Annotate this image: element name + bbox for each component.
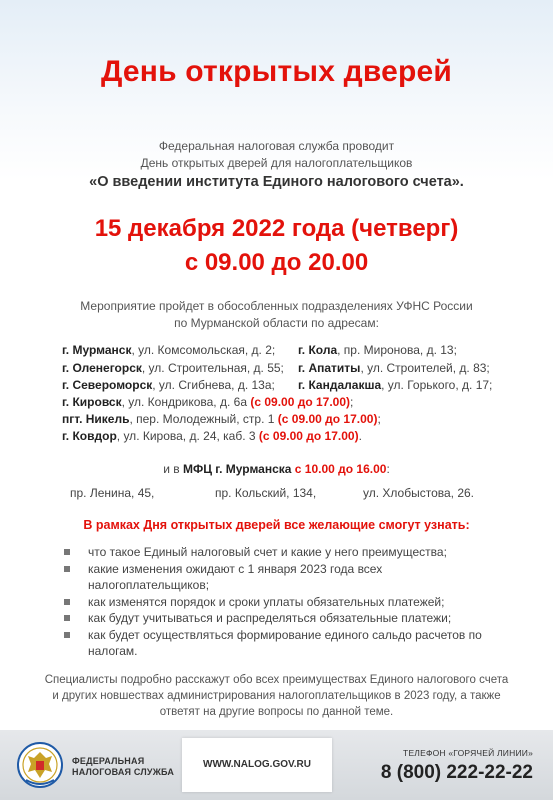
list-item: [60, 544, 510, 561]
event-hours: с 09.00 до 20.00: [184, 249, 369, 276]
venue-intro-line-1: Мероприятие пройдет в обособленных подразделениях УФНС России: [80, 299, 473, 313]
list-item: [60, 627, 510, 660]
city-name: г. Кола: [298, 343, 338, 357]
street: , пер. Молодежный, стр. 1: [129, 412, 278, 426]
mfc-address-1: пр. Ленина, 45,: [70, 486, 155, 500]
list-item-text: какие изменения ожидают с 1 января 2023 года всех: [88, 561, 383, 576]
bullet-icon: [64, 549, 70, 555]
hours-note: (с 09.00 до 17.00): [277, 412, 378, 426]
mfc-name: МФЦ г. Мурманска: [182, 462, 292, 476]
event-date-block: [0, 212, 553, 280]
org-name-line-2: НАЛОГОВАЯ СЛУЖБА: [72, 767, 175, 777]
topics-heading: В рамках Дня открытых дверей все желающие смогут узнать:: [83, 518, 470, 532]
mfc-address-2: пр. Кольский, 134,: [215, 486, 317, 500]
hotline-label: ТЕЛЕФОН «ГОРЯЧЕЙ ЛИНИИ»: [403, 748, 533, 758]
address-olenegorsk: [62, 361, 284, 375]
punctuation: ;: [350, 395, 354, 409]
bullet-icon: [64, 632, 70, 638]
list-item-text: налогоплательщиков;: [88, 578, 210, 592]
hotline-number[interactable]: 8 (800) 222-22-22: [380, 762, 533, 783]
street: , пр. Миронова, д. 13;: [337, 343, 457, 357]
closing-line-3: ответят на другие вопросы по данной теме.: [159, 706, 394, 718]
hours-note: (с 09.00 до 17.00): [250, 395, 351, 409]
bullet-icon: [64, 615, 70, 621]
event-date: 15 декабря 2022 года (четверг): [94, 215, 459, 242]
org-name-line-1: ФЕДЕРАЛЬНАЯ: [72, 756, 145, 766]
street: , ул. Строителей, д. 83;: [360, 361, 490, 375]
page-title: День открытых дверей: [100, 55, 453, 88]
address-kola: [298, 342, 457, 358]
list-item: [60, 594, 510, 611]
address-row: [62, 377, 532, 393]
punctuation: .: [358, 429, 362, 443]
topics-list: [60, 544, 510, 660]
city-name: г. Североморск: [62, 378, 153, 392]
punctuation: :: [386, 462, 390, 476]
bullet-icon: [64, 566, 70, 572]
website-box: [182, 738, 332, 792]
closing-line-1: Специалисты подробно расскажут обо всех преимуществах Единого налогового счета: [44, 674, 509, 686]
footer-bar: [0, 730, 553, 800]
list-item-text: как будет осуществляться формирование единого сальдо расчетов по: [88, 627, 482, 642]
intro-block: [0, 138, 553, 192]
address-nikel: [62, 411, 532, 427]
street: , ул. Сгибнева, д. 13а;: [152, 378, 275, 392]
address-severomorsk: [62, 378, 275, 392]
street: , ул. Кирова, д. 24, каб. 3: [116, 429, 259, 443]
list-item: [60, 610, 510, 627]
venue-intro: [0, 298, 553, 332]
address-row: [62, 342, 532, 358]
bullet-icon: [64, 599, 70, 605]
intro-line-1: Федеральная налоговая служба проводит: [158, 139, 395, 153]
list-item-text: что такое Единый налоговый счет и какие у него преимущества;: [88, 545, 447, 559]
street: , ул. Комсомольская, д. 2;: [131, 343, 276, 357]
list-item-text: налогам.: [88, 644, 138, 658]
address-row: [62, 360, 532, 376]
mfc-hours: с 10.00 до 16.00: [291, 462, 387, 476]
mfc-prefix: и в: [163, 462, 183, 476]
fns-emblem-icon: [16, 740, 64, 790]
punctuation: ;: [377, 412, 381, 426]
city-name: г. Ковдор: [62, 429, 117, 443]
list-item-text: как будут учитываться и распределяться обязательные платежи;: [88, 611, 452, 625]
venue-intro-line-2: по Мурманской области по адресам:: [174, 316, 379, 330]
mfc-line: [0, 462, 553, 476]
city-name: пгт. Никель: [62, 412, 130, 426]
hours-note: (с 09.00 до 17.00): [258, 429, 359, 443]
org-name: [72, 756, 174, 778]
address-kandalaksha: [298, 377, 492, 393]
street: , ул. Горького, д. 17;: [381, 378, 493, 392]
city-name: г. Кировск: [62, 395, 122, 409]
website-link[interactable]: WWW.NALOG.GOV.RU: [203, 759, 311, 770]
address-murmansk: [62, 343, 275, 357]
city-name: г. Оленегорск: [62, 361, 142, 375]
closing-line-2: и других новшествах администрирования налогоплательщиков в 2023 году, а также: [52, 690, 501, 702]
city-name: г. Апатиты: [298, 361, 361, 375]
closing-text: [0, 672, 553, 720]
city-name: г. Кандалакша: [298, 378, 382, 392]
intro-line-2: День открытых дверей для налогоплательщиков: [140, 156, 413, 170]
address-apatity: [298, 360, 490, 376]
address-kirovsk: [62, 394, 532, 410]
street: , ул. Строительная, д. 55;: [141, 361, 284, 375]
list-item-text: как изменятся порядок и сроки уплаты обязательных платежей;: [88, 594, 445, 609]
seminar-title: «О введении института Единого налогового счета».: [89, 174, 464, 190]
city-name: г. Мурманск: [62, 343, 132, 357]
mfc-address-3: ул. Хлобыстова, 26.: [363, 486, 475, 500]
list-item: [60, 561, 510, 594]
address-kovdor: [62, 428, 532, 444]
street: , ул. Кондрикова, д. 6а: [121, 395, 251, 409]
